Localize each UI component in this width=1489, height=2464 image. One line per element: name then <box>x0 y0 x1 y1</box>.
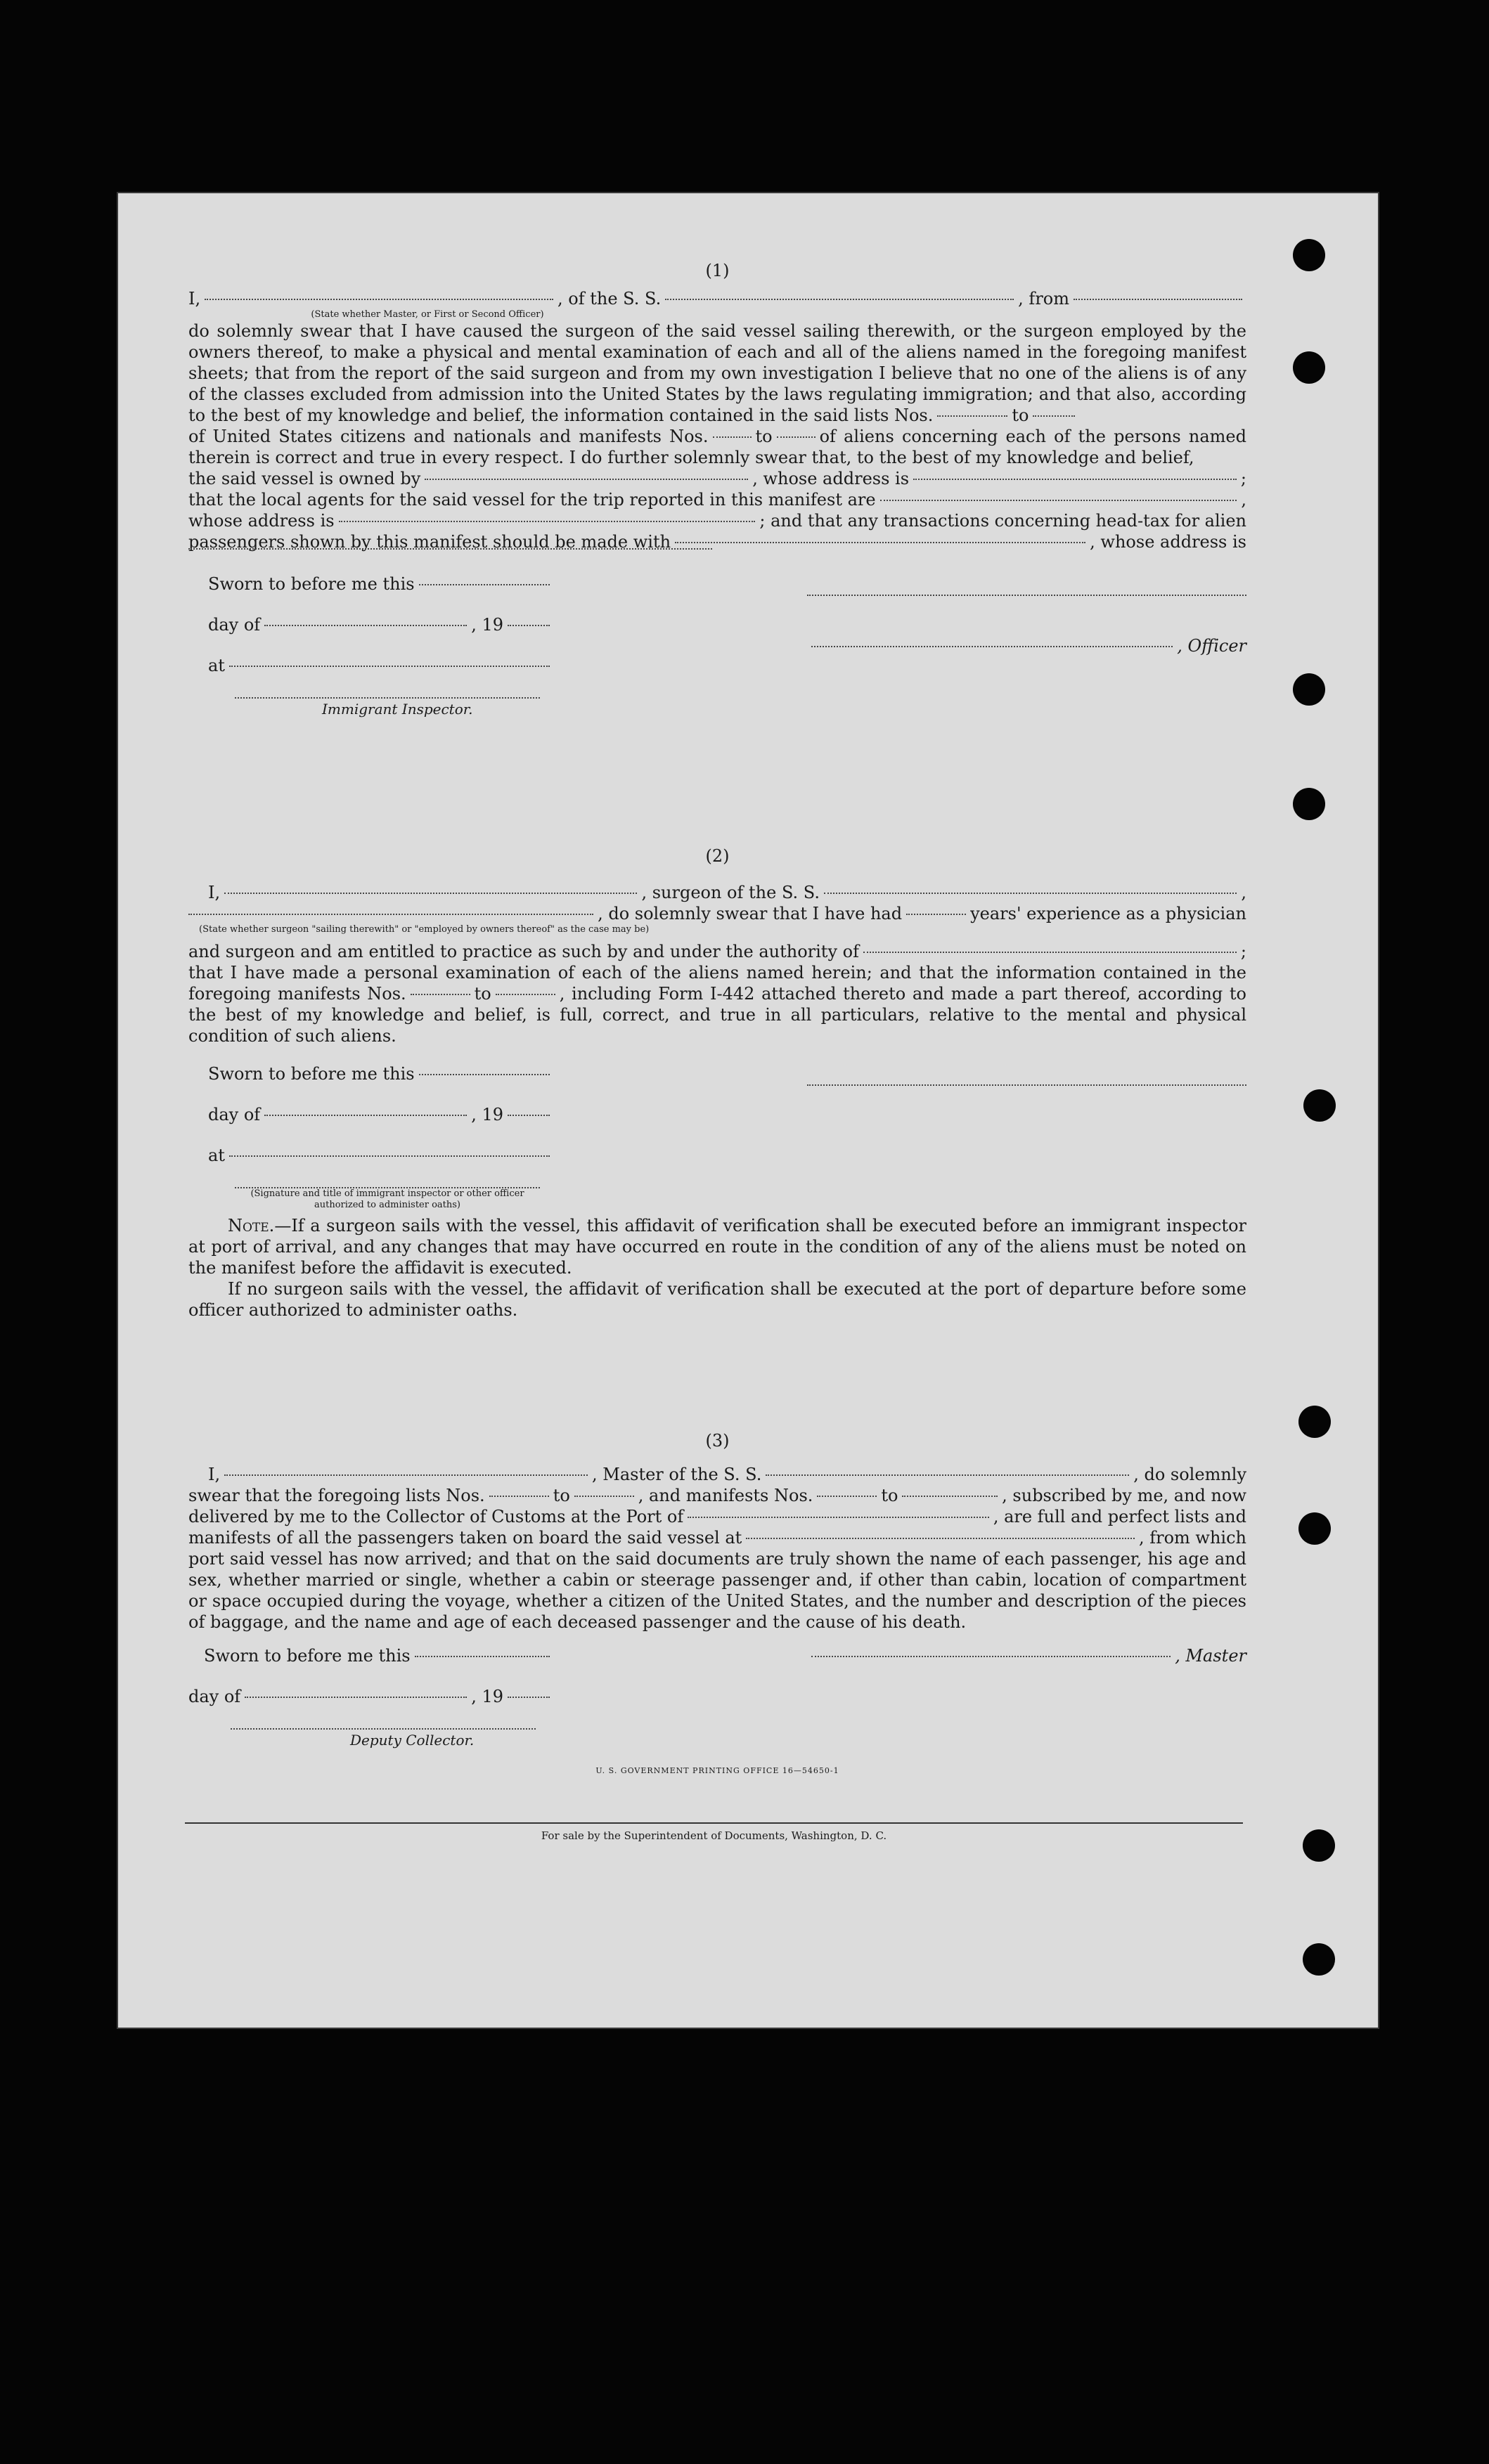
text: , 19 <box>471 1687 503 1706</box>
collector-title: Deputy Collector. <box>350 1732 475 1749</box>
sworn-date-field[interactable] <box>419 1074 550 1075</box>
manifest-no-from-field[interactable] <box>817 1496 877 1497</box>
field-caption: (State whether Master, or First or Second Officer) <box>311 309 544 320</box>
owner-field[interactable] <box>425 479 748 480</box>
manifest-no-from-field[interactable] <box>713 436 752 438</box>
text: of aliens concerning each of the persons named therein is correct and true in every respect. I do further solemnly swear that, to the best of my knowledge and belief, <box>188 427 1246 467</box>
surgeon-name-field[interactable] <box>224 893 637 894</box>
oath-paragraph <box>188 426 1246 468</box>
text: I, <box>208 883 221 902</box>
punch-hole <box>1298 1406 1331 1438</box>
vessel-name-field[interactable] <box>665 299 1014 300</box>
agents-address-field[interactable] <box>339 521 756 522</box>
section-number: (1) <box>705 261 730 280</box>
port-of-departure-field[interactable] <box>746 1538 1135 1539</box>
text: delivered by me to the Collector of Customs at the Port of <box>188 1507 684 1526</box>
port-of-arrival-field[interactable] <box>688 1517 989 1518</box>
text: ; <box>1240 942 1246 961</box>
text: Sworn to before me this <box>208 574 415 594</box>
note-label: Note. <box>228 1216 275 1236</box>
text: , including Form I-442 attached thereto and made a part thereof, according to the best of my knowledge and belief, is full, correct, and true in all particulars, relative to the mental and physical condition of such aliens. <box>188 984 1246 1046</box>
text: , do solemnly swear that I have had <box>598 904 903 923</box>
master-signature-block <box>807 1645 1246 1751</box>
text: ; and that any transactions concerning head-tax for alien <box>759 511 1246 531</box>
text: whose address is <box>188 511 335 531</box>
text: to <box>474 984 491 1004</box>
text: years' experience as a physician <box>970 904 1246 923</box>
manifest-no-to-field[interactable] <box>496 994 555 995</box>
jurat-block <box>188 1063 554 1211</box>
text: to <box>1012 406 1029 425</box>
manifest-no-to-field[interactable] <box>902 1496 998 1497</box>
text: passengers shown by this manifest should be made with <box>188 532 671 552</box>
punch-hole <box>1293 788 1325 820</box>
master-title: , Master <box>1175 1646 1246 1666</box>
list-no-from-field[interactable] <box>937 415 1007 417</box>
surgeon-signature-block <box>807 1063 1246 1211</box>
inspector-title: Immigrant Inspector. <box>322 701 473 718</box>
affidavit-section-3 <box>188 1430 1246 1782</box>
master-signature-line[interactable] <box>811 1656 1171 1657</box>
officer-title: , Officer <box>1177 636 1246 656</box>
text: ; <box>1240 469 1246 488</box>
field-caption: (State whether surgeon "sailing therewith" or "employed by owners thereof" as the case may be) <box>199 924 650 935</box>
form-sheet <box>118 193 1378 2028</box>
text: , whose address is <box>752 469 910 488</box>
list-no-from-field[interactable] <box>489 1496 549 1497</box>
text: manifests of all the passengers taken on board the said vessel at <box>188 1528 742 1548</box>
text: , subscribed by me, and now <box>1002 1486 1246 1505</box>
section-number: (3) <box>705 1431 730 1451</box>
list-no-to-field[interactable] <box>1033 415 1075 417</box>
text: , 19 <box>471 615 503 635</box>
text: that I have made a personal examination of each of the aliens named herein; and that the information contained in the foregoing manifests Nos. <box>188 963 1246 1004</box>
text: day of <box>208 1105 261 1124</box>
text: , 19 <box>471 1105 503 1124</box>
text: at <box>208 656 225 675</box>
officer-signature-line[interactable] <box>807 595 1246 596</box>
text: to <box>881 1486 898 1505</box>
punch-hole <box>1293 239 1325 271</box>
head-tax-address-field[interactable] <box>188 548 712 550</box>
master-name-field[interactable] <box>224 1474 588 1476</box>
sworn-date-field[interactable] <box>415 1656 550 1657</box>
text: —If a surgeon sails with the vessel, this affidavit of verification shall be executed before an immigrant inspector at port of arrival, and any changes that may have occurred en route in the condition of any of the aliens must be noted on the manifest before the affidavit is executed. <box>188 1216 1246 1278</box>
oath-paragraph <box>188 320 1246 426</box>
year-field[interactable] <box>508 1115 550 1116</box>
text: day of <box>208 615 261 635</box>
text: that the local agents for the said vessel for the trip reported in this manifest are <box>188 490 876 510</box>
footer-rule <box>185 1822 1243 1824</box>
printer-imprint: U. S. GOVERNMENT PRINTING OFFICE 16—54650-1 <box>595 1766 839 1775</box>
local-agents-field[interactable] <box>880 500 1237 501</box>
surgeon-status-field[interactable] <box>188 914 593 915</box>
port-from-field[interactable] <box>1074 299 1242 300</box>
affidavit-section-1 <box>188 260 1246 720</box>
jurat-block <box>188 1645 554 1751</box>
officer-signature-line[interactable] <box>811 646 1173 647</box>
text: do solemnly swear that I have caused the surgeon of the said vessel sailing therewith, or the surgeon employed by the owners thereof, to make a physical and mental examination of each and all of the aliens named in the foregoing manifest sheets; that from the report of the said surgeon and from my own investigation I believe that no one of the aliens is of any of the classes excluded from admission into the United States by the laws regulating immigration; and that also, according to the best of my knowledge and belief, the information contained in the said lists Nos. <box>188 321 1246 425</box>
text: Sworn to before me this <box>204 1646 411 1666</box>
jurat-block <box>188 573 554 720</box>
signature-caption: (Signature and title of immigrant inspector or other officer authorized to administer oaths) <box>250 1188 524 1210</box>
month-field[interactable] <box>264 1115 467 1116</box>
text: , whose address is <box>1090 532 1246 552</box>
text: , from <box>1018 289 1069 309</box>
text: , Master of the S. S. <box>591 1465 762 1484</box>
manifest-no-to-field[interactable] <box>777 436 816 438</box>
note-paragraph: If no surgeon sails with the vessel, the affidavit of verification shall be executed at the port of departure before some officer authorized to administer oaths. <box>188 1279 1246 1320</box>
owner-address-field[interactable] <box>913 479 1237 480</box>
punch-hole <box>1303 1089 1336 1122</box>
manifest-no-from-field[interactable] <box>411 994 470 995</box>
text: day of <box>188 1687 241 1706</box>
month-field[interactable] <box>264 625 467 626</box>
text: swear that the foregoing lists Nos. <box>188 1486 485 1505</box>
affidavit-section-2 <box>188 845 1246 1321</box>
text: , of the S. S. <box>557 289 662 309</box>
text: of United States citizens and nationals and manifests Nos. <box>188 427 709 446</box>
years-experience-field[interactable] <box>906 914 966 915</box>
month-field[interactable] <box>245 1697 467 1698</box>
text: the said vessel is owned by <box>188 469 421 488</box>
note-paragraph <box>188 1215 1246 1278</box>
text: Sworn to before me this <box>208 1064 415 1084</box>
licensing-authority-field[interactable] <box>863 952 1237 953</box>
officer-name-field[interactable] <box>205 299 553 300</box>
punch-hole <box>1293 673 1325 706</box>
officer-signature-block <box>807 573 1246 720</box>
punch-hole <box>1298 1512 1331 1545</box>
text: I, <box>208 1465 221 1484</box>
text: , <box>1241 490 1246 510</box>
list-no-to-field[interactable] <box>574 1496 634 1497</box>
oath-paragraph: port said vessel has now arrived; and that on the said documents are truly shown the name of each passenger, his age and sex, whether married or single, whether a cabin or steerage passenger and, if other than cabin, location of compartment or space occupied during the voyage, whether a citizen of the United States, and the number and description of the pieces of baggage, and the name and age of each deceased passenger and the cause of his death. <box>188 1549 1246 1632</box>
oath-paragraph <box>188 962 1246 1046</box>
text: , do solemnly <box>1133 1465 1247 1484</box>
vessel-name-field[interactable] <box>766 1474 1129 1476</box>
head-tax-agent-field[interactable] <box>675 542 1085 543</box>
sworn-date-field[interactable] <box>419 584 550 585</box>
surgeon-signature-line[interactable] <box>807 1084 1246 1086</box>
section-number: (2) <box>705 846 730 866</box>
text: to <box>755 427 773 446</box>
text: , are full and perfect lists and <box>993 1507 1246 1526</box>
vessel-name-field[interactable] <box>824 893 1237 894</box>
text: to <box>553 1486 570 1505</box>
text: , surgeon of the S. S. <box>641 883 820 902</box>
place-field[interactable] <box>229 1155 550 1157</box>
punch-hole <box>1293 351 1325 384</box>
punch-hole <box>1303 1829 1335 1862</box>
place-field[interactable] <box>229 666 550 667</box>
sale-notice: For sale by the Superintendent of Documents, Washington, D. C. <box>541 1829 887 1842</box>
punch-hole <box>1303 1943 1335 1976</box>
text: , <box>1241 883 1246 902</box>
text: I, <box>188 289 201 309</box>
text: , and manifests Nos. <box>638 1486 813 1505</box>
year-field[interactable] <box>508 1697 550 1698</box>
text: and surgeon and am entitled to practice as such by and under the authority of <box>188 942 859 961</box>
text: , from which <box>1138 1528 1246 1548</box>
text: at <box>208 1146 225 1165</box>
year-field[interactable] <box>508 625 550 626</box>
